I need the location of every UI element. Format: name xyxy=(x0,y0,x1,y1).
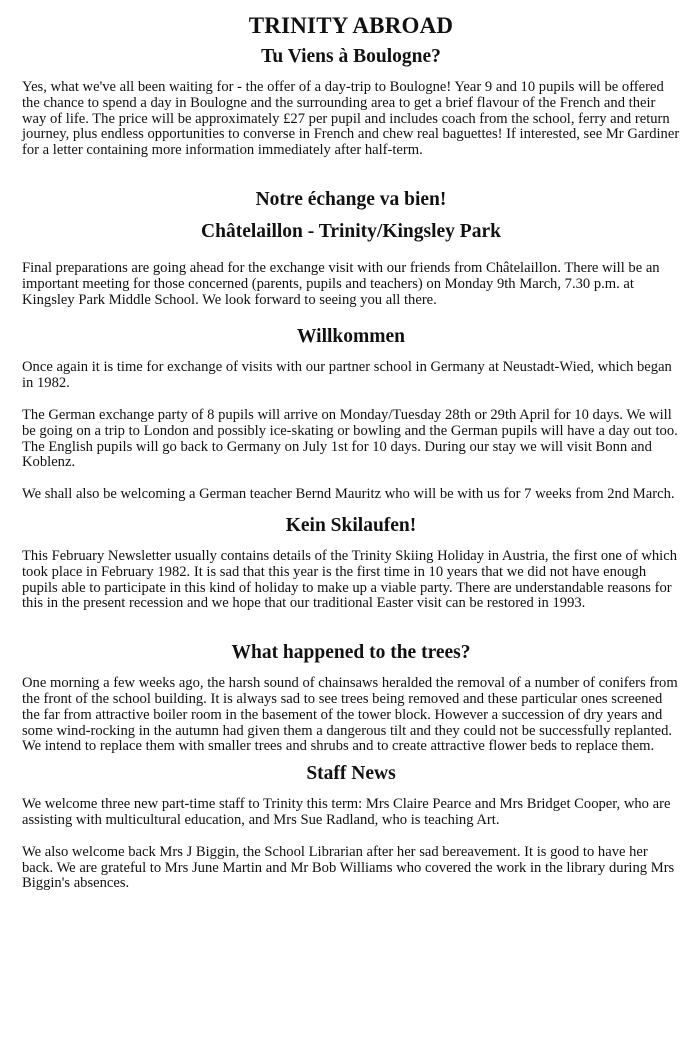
section-staff-news xyxy=(22,761,680,892)
section-trees xyxy=(22,640,680,755)
section-heading-staff-news: Staff News xyxy=(306,763,396,785)
section-heading-willkommen: Willkommen xyxy=(297,326,405,348)
paragraph-boulogne: Yes, what we've all been waiting for - the offer of a day-trip to Boulogne! Year 9 and 10 pupils will be offered the chance to spend a day in Boulogne and the surrounding area to get a brief flavour of the French and their way of life. The price will be approximately £27 per pupil and includes coach from the school, ferry and return journey, plus endless opportunities to converse in French and chew real baguettes! If interested, see Mr Gardiner for a letter containing more information immediately after half-term. xyxy=(22,79,680,159)
section-heading-trees: What happened to the trees? xyxy=(231,642,471,664)
paragraph-exchange: Final preparations are going ahead for the exchange visit with our friends from Châtelaillon. There will be an important meeting for those concerned (parents, pupils and teachers) on Monday 9th March, 7.30 p.m. at Kingsley Park Middle School. We look forward to seeing you all there. xyxy=(22,259,660,308)
paragraph-staff-news-2: We also welcome back Mrs J Biggin, the School Librarian after her sad bereavement. It is good to have her back. We are grateful to Mrs June Martin and Mr Bob Williams who covered the work in the library during Mrs Biggin's absences. xyxy=(22,843,675,892)
section-heading-exchange: Notre échange va bien! xyxy=(255,188,447,210)
paragraph-staff-news-1: We welcome three new part-time staff to Trinity this term: Mrs Claire Pearce and Mrs Bridget Cooper, who are assisting with multicultural education, and Mrs Sue Radland, who is teaching Art. xyxy=(22,796,671,828)
section-heading-skilaufen: Kein Skilaufen! xyxy=(285,514,417,536)
section-skilaufen xyxy=(22,513,680,612)
page-title: TRINITY ABROAD xyxy=(248,13,454,38)
section-heading-boulogne: Tu Viens à Boulogne? xyxy=(261,46,441,67)
paragraph-willkommen-1: Once again it is time for exchange of visits with our partner school in Germany at Neustadt-Wied, which began in 1982. xyxy=(22,359,672,392)
paragraph-trees: One morning a few weeks ago, the harsh sound of chainsaws heralded the removal of a number of conifers from the front of the school building. It is always sad to see trees being removed and these particular ones screened the far from attractive boiler room in the basement of the tower block. However a succession of dry years and some wind-rocking in the autumn had given them a dangerous tilt and they could not be successfully replanted. We intend to replace them with smaller trees and shrubs and to create attractive flower beds to replace them. xyxy=(22,675,678,755)
section-boulogne xyxy=(22,44,680,159)
paragraph-skilaufen: This February Newsletter usually contains details of the Trinity Skiing Holiday in Austria, the first one of which took place in February 1982. It is sad that this year is the first time in 10 years that we did not have enough pupils able to participate in this kind of holiday to make up a viable party. There are understandable reasons for this in the present recession and we hope that our traditional Easter visit can be restored in 1993. xyxy=(22,547,678,612)
section-willkommen xyxy=(22,324,680,503)
section-subheading-chatelaillon: Châtelaillon - Trinity/Kingsley Park xyxy=(201,220,501,242)
paragraph-willkommen-2: The German exchange party of 8 pupils will arrive on Monday/Tuesday 28th or 29th April for 10 days. We will be going on a trip to London and possibly ice-skating or bowling and the German pupils will have a day out too. The English pupils will go back to Germany on July 1st for 10 days. During our stay we will visit Bonn and Koblenz. xyxy=(22,406,678,471)
paragraph-willkommen-3: We shall also be welcoming a German teacher Bernd Mauritz who will be with us for 7 weeks from 2nd March. xyxy=(22,486,675,503)
section-exchange xyxy=(22,187,680,308)
